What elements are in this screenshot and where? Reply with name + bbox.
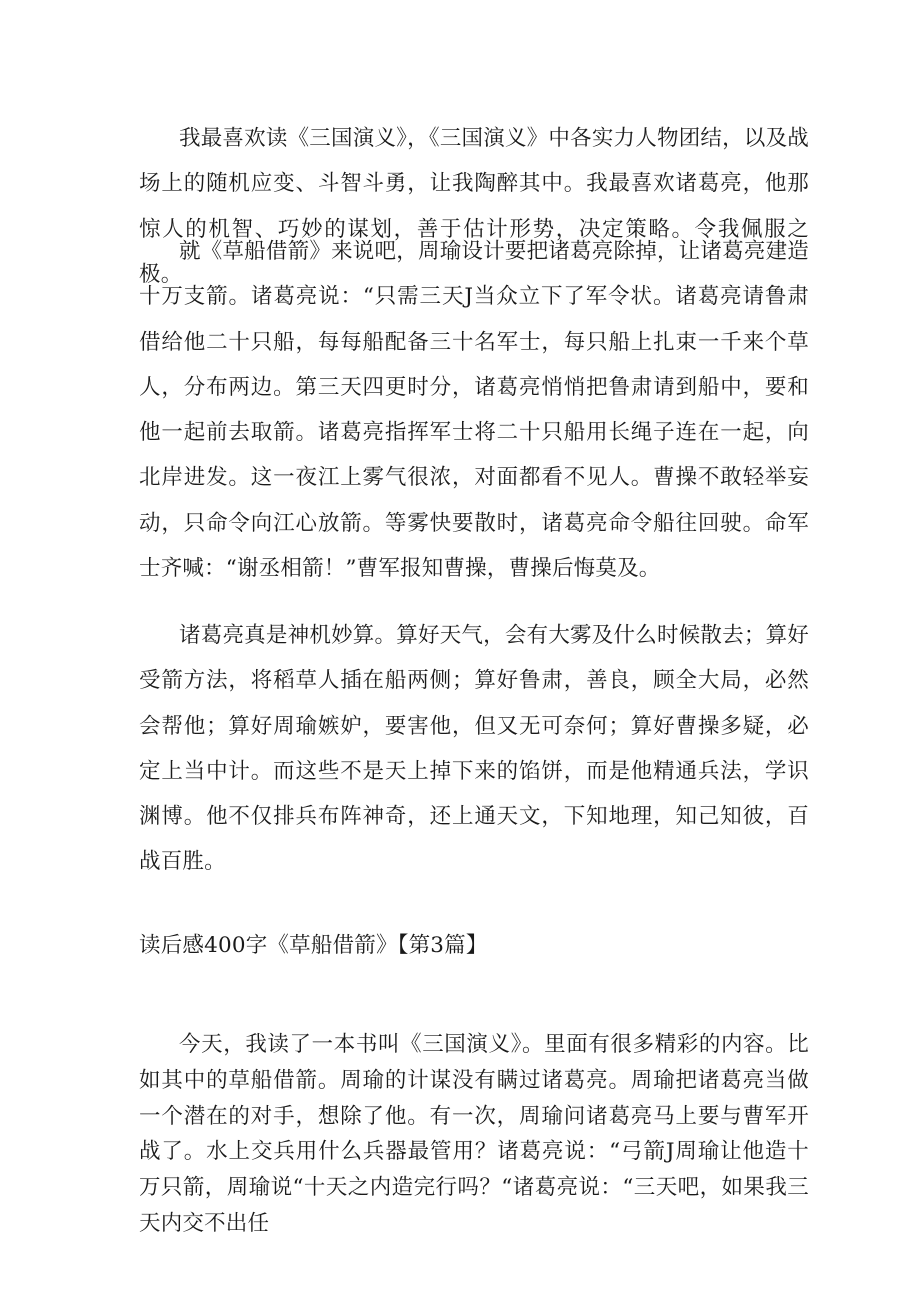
paragraph-4: 今天，我读了一本书叫《三国演义》。里面有很多精彩的内容。比如其中的草船借箭。周瑜的计谋没有瞒过诸葛亮。周瑜把诸葛亮当做一个潜在的对手，想除了他。有一次，周瑜问诸葛亮马上要与曹军开战了。水上交兵用什么兵器最管用？诸葛亮说：“弓箭J周瑜让他造十万只箭，周瑜说“十天之内造完行吗？“诸葛亮说：“三天吧，如果我三天内交不出任 [139, 1032, 809, 1236]
paragraph-1: 我最喜欢读《三国演义》，《三国演义》中各实力人物团结，以及战场上的随机应变、斗智斗勇，让我陶醉其中。我最喜欢诸葛亮，他那惊人的机智、巧妙的谋划，善于估计形势，决定策略。令我佩服之极。 [139, 126, 809, 287]
section-heading: 读后感400字《草船借箭》【第3篇】 [139, 933, 488, 958]
paragraph-2: 就《草船借箭》来说吧，周瑜设计要把诸葛亮除掉，让诸葛亮建造十万支箭。诸葛亮说：“只需三天J当众立下了军令状。诸葛亮请鲁肃借给他二十只船，每每船配备三十名军士，每只船上扎束一千来个草人，分布两边。第三天四更时分，诸葛亮悄悄把鲁肃请到船中，要和他一起前去取箭。诸葛亮指挥军士将二十只船用长绳子连在一起，向北岸进发。这一夜江上雾气很浓，对面都看不见人。曹操不敢轻举妄动，只命令向江心放箭。等雾快要散时，诸葛亮命令船往回驶。命军士齐喊：“谢丞相箭！”曹军报知曹操，曹操后悔莫及。 [139, 239, 809, 582]
paragraph-3: 诸葛亮真是神机妙算。算好天气，会有大雾及什么时候散去；算好受箭方法，将稻草人插在船两侧；算好鲁肃，善良，顾全大局，必然会帮他；算好周瑜嫉妒，要害他，但又无可奈何；算好曹操多疑，必定上当中计。而这些不是天上掉下来的馅饼，而是他精通兵法，学识渊博。他不仅排兵布阵神奇，还上通天文，下知地理，知己知彼，百战百胜。 [139, 623, 809, 875]
